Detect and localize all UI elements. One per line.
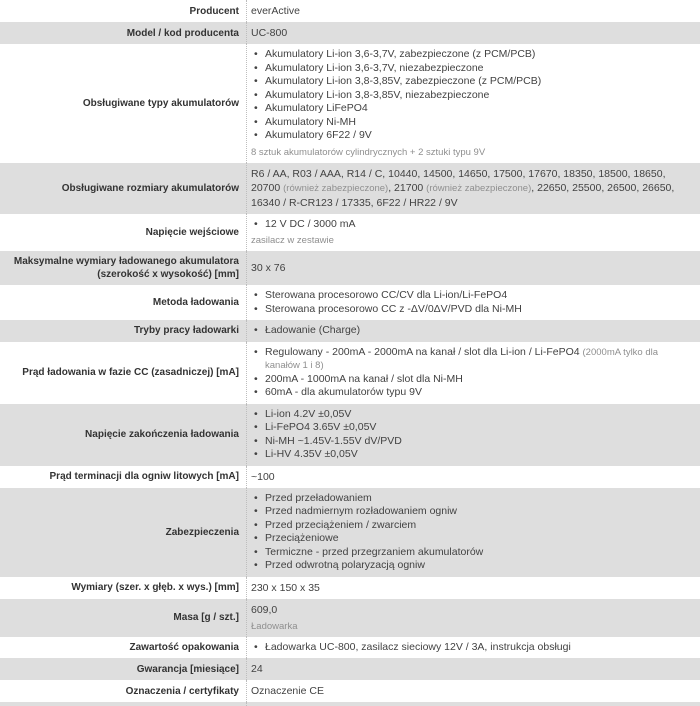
bullet-item — [254, 116, 688, 130]
row-value — [247, 320, 700, 342]
value-text: Akumulatory Li-ion 3,8-3,85V, niezabezpieczone — [265, 88, 490, 101]
bullet-item — [254, 129, 688, 143]
table-row — [0, 342, 700, 404]
value-text: 30 x 76 — [251, 262, 286, 274]
bullet-item — [254, 373, 688, 387]
value-text: Przeciążeniowe — [265, 532, 339, 544]
bullet-item — [254, 448, 688, 462]
value-text: Oznaczenie CE — [251, 685, 324, 697]
row-label: Napięcie wejściowe — [0, 214, 247, 252]
value-text: Ni-MH ~1.45V-1.55V dV/PVD — [265, 434, 402, 447]
value-text-line — [251, 470, 688, 484]
value-text: Akumulatory Li-ion 3,6-3,7V, niezabezpieczone — [265, 61, 484, 74]
row-label: Tryby pracy ładowarki — [0, 320, 247, 342]
bullet-item — [254, 532, 688, 546]
row-label: Oznaczenia / certyfikaty — [0, 680, 247, 702]
row-label: Wymiary (szer. x głęb. x wys.) [mm] — [0, 577, 247, 599]
value-text: Li-ion 4.2V ±0,05V — [265, 407, 352, 420]
row-value — [247, 658, 700, 680]
value-text: Akumulatory Li-ion 3,8-3,85V, zabezpieczone (z PCM/PCB) — [265, 75, 542, 87]
bullet-item — [254, 303, 688, 317]
value-text-line — [251, 662, 688, 676]
bullet-item — [254, 421, 688, 435]
bullet-item — [254, 519, 688, 533]
bullet-item — [254, 48, 688, 62]
row-value — [247, 163, 700, 214]
row-value — [247, 637, 700, 659]
value-note — [251, 146, 688, 159]
bullet-list — [251, 346, 688, 400]
table-row — [0, 637, 700, 659]
table-row — [0, 599, 700, 637]
table-row — [0, 285, 700, 320]
table-row — [0, 466, 700, 488]
value-text: Przed przeładowaniem — [265, 491, 372, 504]
value-text: 8 sztuk akumulatorów cylindrycznych + 2 sztuki typu 9V — [251, 146, 486, 158]
table-row — [0, 0, 700, 22]
table-row — [0, 44, 700, 163]
table-row — [0, 163, 700, 214]
bullet-item — [254, 89, 688, 103]
value-text: Akumulatory Ni-MH — [265, 115, 357, 128]
row-label: Model / kod producenta — [0, 22, 247, 44]
row-value — [247, 342, 700, 404]
value-text: 60mA - dla akumulatorów typu 9V — [265, 386, 422, 398]
bullet-list — [251, 218, 688, 232]
bullet-item — [254, 75, 688, 89]
value-text-line — [251, 26, 688, 40]
value-text: Termiczne - przed przegrzaniem akumulatorów — [265, 545, 484, 558]
bullet-item — [254, 492, 688, 506]
row-value — [247, 251, 700, 285]
value-small-note: (również zabezpieczone) — [426, 182, 532, 194]
bullet-item — [254, 386, 688, 400]
value-text: Akumulatory Li-ion 3,6-3,7V, zabezpieczone (z PCM/PCB) — [265, 48, 536, 60]
value-note — [251, 620, 688, 633]
table-row — [0, 577, 700, 599]
bullet-list — [251, 289, 688, 316]
value-text: Akumulatory 6F22 / 9V — [265, 129, 372, 141]
row-value — [247, 214, 700, 252]
bullet-item — [254, 324, 688, 338]
table-row — [0, 214, 700, 252]
bullet-item — [254, 641, 688, 655]
row-value — [247, 680, 700, 702]
row-label: Obsługiwane typy akumulatorów — [0, 44, 247, 163]
row-value — [247, 22, 700, 44]
row-label: Zabezpieczenia — [0, 488, 247, 577]
value-text: everActive — [251, 5, 301, 17]
value-text-line — [251, 603, 688, 617]
value-text: Ładowarka — [251, 620, 298, 632]
bullet-list — [251, 492, 688, 573]
value-small-note: (2000mA tylko dla kanałów 1 i 8) — [265, 346, 659, 371]
value-text: Ładowanie (Charge) — [265, 324, 361, 336]
value-text: Przed odwrotną polaryzacją ogniw — [265, 559, 425, 571]
bullet-item — [254, 435, 688, 449]
row-label: Masa [g / szt.] — [0, 599, 247, 637]
bullet-item — [254, 559, 688, 573]
row-label: Metoda ładowania — [0, 285, 247, 320]
row-value — [247, 466, 700, 488]
table-row — [0, 488, 700, 577]
value-text: Sterowana procesorowo CC/CV dla Li-ion/Li-FePO4 — [265, 289, 508, 301]
bullet-item — [254, 546, 688, 560]
row-label: Maksymalne wymiary ładowanego akumulatora (szerokość x wysokość) [mm] — [0, 251, 247, 285]
value-text: 24 — [251, 663, 263, 675]
row-label: Zawartość opakowania — [0, 637, 247, 659]
bullet-item — [254, 408, 688, 422]
row-value — [247, 285, 700, 320]
value-text: Przed przeciążeniem / zwarciem — [265, 518, 417, 531]
value-text: Ładowarka UC-800, zasilacz sieciowy 12V / 3A, instrukcja obsługi — [265, 640, 571, 653]
value-text: 12 V DC / 3000 mA — [265, 217, 356, 230]
value-text: 230 x 150 x 35 — [251, 581, 320, 594]
value-text: ~100 — [251, 470, 275, 483]
row-label: Producent — [0, 0, 247, 22]
value-text-line — [251, 684, 688, 698]
value-text-line — [251, 581, 688, 595]
value-small-note: (również zabezpieczone) — [283, 182, 389, 194]
value-text: Przed nadmiernym rozładowaniem ogniw — [265, 505, 458, 517]
value-text: zasilacz w zestawie — [251, 235, 334, 246]
value-text: 200mA - 1000mA na kanał / slot dla Ni-MH — [265, 372, 463, 385]
row-value — [247, 702, 700, 706]
row-value — [247, 488, 700, 577]
value-text-line — [251, 261, 688, 275]
row-label: Prąd terminacji dla ogniw litowych [mA] — [0, 466, 247, 488]
bullet-item — [254, 62, 688, 76]
value-text: , 21700 — [388, 181, 427, 194]
row-label — [0, 702, 247, 706]
value-text-line — [251, 167, 688, 210]
value-text: 609,0 — [251, 603, 278, 616]
bullet-list — [251, 641, 688, 655]
bullet-item — [254, 218, 688, 232]
value-text: R6 / AA, R03 / AAA, R14 / C, 10440, 14500, 14650, 17500, 17670, 18350, 18500, 18650, 20700 — [251, 167, 666, 194]
table-row — [0, 22, 700, 44]
table-row — [0, 251, 700, 285]
row-value — [247, 44, 700, 163]
row-value — [247, 577, 700, 599]
row-label: Napięcie zakończenia ładowania — [0, 404, 247, 466]
table-row — [0, 320, 700, 342]
row-value — [247, 404, 700, 466]
bullet-item — [254, 505, 688, 519]
row-label: Prąd ładowania w fazie CC (zasadniczej) [mA] — [0, 342, 247, 404]
bullet-item — [254, 289, 688, 303]
row-value — [247, 599, 700, 637]
table-row — [0, 404, 700, 466]
value-note — [251, 234, 688, 247]
bullet-item — [254, 346, 688, 373]
value-text: , 22650, 25500, 26500, 26650, 16340 / R-CR123 / 17335, 6F22 / HR22 / 9V — [251, 181, 675, 209]
row-label: Gwarancja [miesiące] — [0, 658, 247, 680]
value-text: UC-800 — [251, 27, 288, 39]
bullet-list — [251, 324, 688, 338]
bullet-list — [251, 408, 688, 462]
value-text-line — [251, 4, 688, 18]
next-row-cutoff — [0, 702, 700, 706]
row-value — [247, 0, 700, 22]
value-text: Li-FePO4 3.65V ±0,05V — [265, 421, 377, 433]
value-text: Sterowana procesorowo CC z -ΔV/0ΔV/PVD dla Ni-MH — [265, 302, 522, 315]
table-row — [0, 680, 700, 702]
value-text: Akumulatory LiFePO4 — [265, 102, 368, 114]
bullet-item — [254, 102, 688, 116]
value-text: Regulowany - 200mA - 2000mA na kanał / slot dla Li-ion / Li-FePO4 — [265, 345, 583, 358]
table-row — [0, 658, 700, 680]
value-text: Li-HV 4.35V ±0,05V — [265, 448, 358, 460]
row-label: Obsługiwane rozmiary akumulatorów — [0, 163, 247, 214]
bullet-list — [251, 48, 688, 143]
